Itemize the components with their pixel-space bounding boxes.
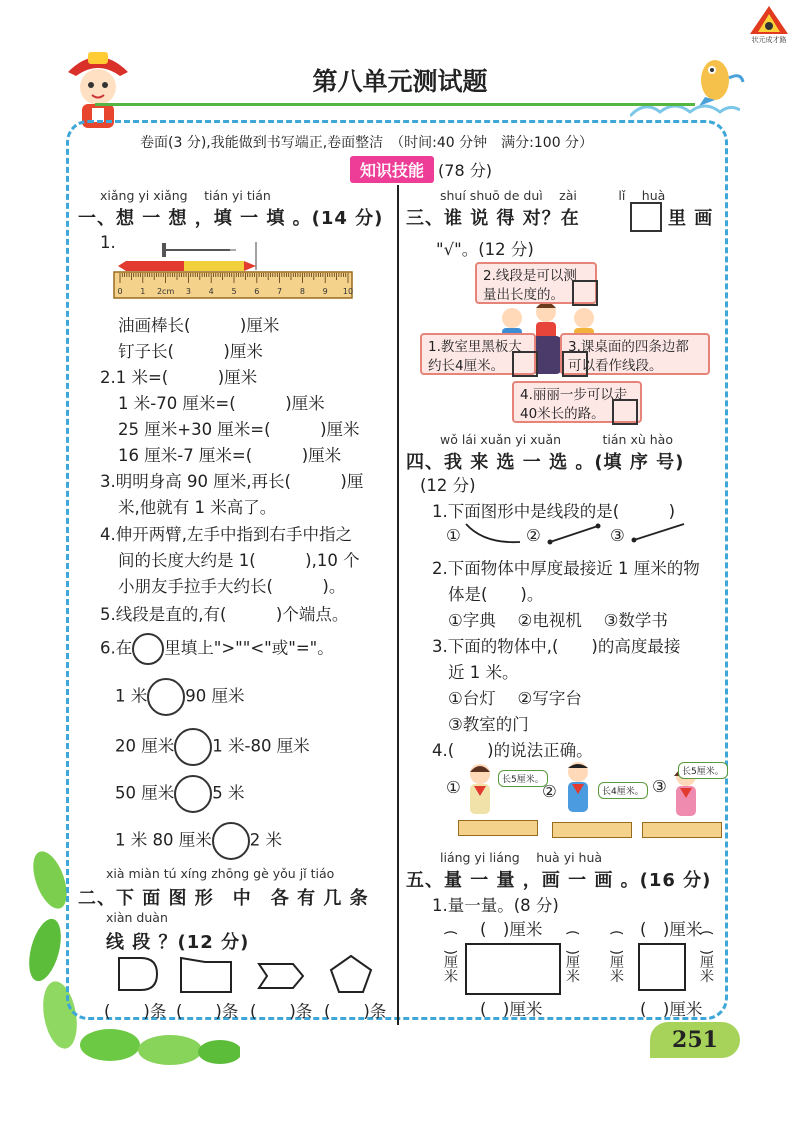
square-left-label: ( )厘米 bbox=[608, 930, 624, 983]
compare-left: 1 米 80 厘米 bbox=[115, 830, 212, 850]
s4-q2-line2: 体是( )。 bbox=[448, 585, 544, 604]
s4-q1-opt2: ② bbox=[526, 526, 541, 545]
statement-text: 2.线段是可以测量出长度的。 bbox=[483, 268, 577, 303]
section4-score: (12 分) bbox=[420, 476, 476, 495]
square-top-label: ( )厘米 bbox=[640, 920, 703, 939]
q2-b: 25 厘米+30 厘米=( )厘米 bbox=[118, 420, 360, 439]
s4-q3-line2: 近 1 米。 bbox=[448, 663, 519, 682]
compare-circle[interactable] bbox=[212, 822, 250, 860]
rect-left-label: ( )厘米 bbox=[442, 930, 458, 983]
square-bottom-label: ( )厘米 bbox=[640, 1000, 703, 1019]
skill-badge: 知识技能 bbox=[350, 156, 434, 183]
shapes-figure bbox=[105, 952, 385, 1000]
statement-text: 4.丽丽一步可以走40米长的路。 bbox=[520, 387, 628, 422]
compare-circle[interactable] bbox=[174, 728, 212, 766]
statement-3-box[interactable] bbox=[562, 351, 588, 377]
kid-3-ruler bbox=[642, 822, 722, 838]
section5-pinyin: liáng yi liáng huà yi huà bbox=[440, 850, 603, 865]
q1-number: 1. bbox=[100, 233, 116, 252]
ruler-label: 1 bbox=[140, 287, 146, 296]
kid-1-number: ① bbox=[446, 778, 461, 797]
section5-title: 五、量 一 量 ，画 一 画 。(16 分) bbox=[406, 870, 712, 891]
segment-figure bbox=[546, 520, 606, 546]
statement-4-box[interactable] bbox=[612, 399, 638, 425]
ruler-label: 10 bbox=[342, 287, 354, 296]
compare-right: 2 米 bbox=[249, 830, 282, 850]
s4-q3-options1: ①台灯 ②写字台 bbox=[448, 689, 582, 708]
compare-row-4 bbox=[115, 822, 282, 860]
s4-q1-opt3: ③ bbox=[610, 526, 625, 545]
section3-pinyin: shuí shuō de duì zài lǐ huà bbox=[440, 188, 666, 203]
q2-a: 1 米-70 厘米=( )厘米 bbox=[118, 394, 325, 413]
ruler-label: 9 bbox=[322, 287, 328, 296]
svg-text:状元成才路: 状元成才路 bbox=[751, 36, 787, 44]
skill-score: (78 分) bbox=[438, 161, 492, 180]
wave-decoration bbox=[630, 96, 740, 120]
statement-text: 3.课桌面的四条边都可以看作线段。 bbox=[568, 339, 689, 374]
q6-instruction bbox=[100, 633, 334, 665]
header-rule bbox=[95, 103, 695, 106]
q4-line1: 4.伸开两臂,左手中指到右手中指之 bbox=[100, 525, 352, 544]
ruler-label: 3 bbox=[185, 287, 191, 296]
shape-answer-4: ( )条 bbox=[324, 1002, 387, 1021]
q6-pre: 6.在 bbox=[100, 638, 133, 658]
measure-rectangle bbox=[465, 943, 561, 995]
kid-1-illustration bbox=[462, 762, 498, 820]
compare-left: 1 米 bbox=[115, 686, 148, 706]
s4-q2-line1: 2.下面物体中厚度最接近 1 厘米的物 bbox=[432, 559, 700, 578]
shape-answer-1: ( )条 bbox=[104, 1002, 167, 1021]
kid-2-bubble: 长4厘米。 bbox=[598, 782, 648, 799]
section1-title: 一、想 一 想 ，填 一 填 。(14 分) bbox=[78, 208, 384, 229]
compare-circle[interactable] bbox=[174, 775, 212, 813]
shape-answer-3: ( )条 bbox=[250, 1002, 313, 1021]
curve-figure bbox=[464, 520, 524, 546]
q4-line2: 间的长度大约是 1( ),10 个 bbox=[118, 551, 360, 570]
arrow-shape bbox=[259, 964, 303, 988]
ruler-label: 2cm bbox=[156, 287, 175, 296]
ruler-label: 4 bbox=[208, 287, 214, 296]
compare-circle-example bbox=[132, 633, 164, 665]
kid-1-bubble: 长5厘米。 bbox=[498, 770, 548, 787]
q4-line3: 小朋友手拉手大约长( )。 bbox=[118, 577, 346, 596]
kid-2-illustration bbox=[560, 760, 596, 818]
compare-left: 50 厘米 bbox=[115, 783, 175, 803]
skill-heading bbox=[350, 156, 492, 183]
kid-1-ruler bbox=[458, 820, 538, 836]
q3-line1: 3.明明身高 90 厘米,再长( )厘 bbox=[100, 472, 364, 491]
section2-title2: 线 段 ？(12 分) bbox=[106, 932, 250, 953]
q6-post: 里填上">""<"或"="。 bbox=[164, 638, 334, 658]
q3-line2: 米,他就有 1 米高了。 bbox=[118, 498, 277, 517]
kid-2-ruler bbox=[552, 822, 632, 838]
rect-bottom-label: ( )厘米 bbox=[480, 1000, 543, 1019]
ruler-figure bbox=[112, 240, 357, 302]
s4-q3-line1: 3.下面的物体中,( )的高度最接 bbox=[432, 637, 681, 656]
section2-pinyin1: xià miàn tú xíng zhōng gè yǒu jǐ tiáo bbox=[106, 866, 335, 881]
compare-row-2 bbox=[115, 728, 310, 766]
square-right-label: ( )厘米 bbox=[698, 930, 714, 983]
s4-q1-opt1: ① bbox=[446, 526, 461, 545]
ruler-label: 8 bbox=[299, 287, 305, 296]
section4-title: 四、我 来 选 一 选 。(填 序 号) bbox=[406, 452, 685, 473]
statement-text: 1.教室里黑板大约长4厘米。 bbox=[428, 339, 522, 374]
d-shape bbox=[119, 958, 157, 990]
q1-crayon: 油画棒长( )厘米 bbox=[118, 316, 280, 335]
ray-figure bbox=[628, 520, 688, 546]
page-title: 第八单元测试题 bbox=[312, 67, 488, 96]
statement-1-box[interactable] bbox=[512, 351, 538, 377]
q5: 5.线段是直的,有( )个端点。 bbox=[100, 605, 349, 624]
section3-title-b: 里 画 bbox=[668, 208, 714, 229]
compare-row-1 bbox=[115, 678, 245, 716]
page-number: 251 bbox=[650, 1022, 740, 1058]
ruler-label: 7 bbox=[277, 287, 283, 296]
exam-info: 卷面(3 分),我能做到书写端正,卷面整洁 （时间:40 分钟 满分:100 分） bbox=[140, 135, 594, 151]
section2-pinyin2: xiàn duàn bbox=[106, 910, 168, 925]
s5-q1: 1.量一量。(8 分) bbox=[432, 896, 559, 915]
kid-2-number: ② bbox=[542, 782, 557, 801]
s4-q2-options: ①字典 ②电视机 ③数学书 bbox=[448, 611, 668, 630]
rect-top-label: ( )厘米 bbox=[480, 920, 543, 939]
ruler-label: 6 bbox=[254, 287, 260, 296]
compare-row-3 bbox=[115, 775, 245, 813]
section4-pinyin: wǒ lái xuǎn yi xuǎn tián xù hào bbox=[440, 432, 673, 447]
compare-circle[interactable] bbox=[147, 678, 185, 716]
kid-3-bubble: 长5厘米。 bbox=[678, 762, 728, 779]
s4-q4: 4.( )的说法正确。 bbox=[432, 741, 593, 760]
s4-q3-options2: ③教室的门 bbox=[448, 715, 529, 734]
ruler-label: 5 bbox=[231, 287, 237, 296]
q2-head: 2.1 米=( )厘米 bbox=[100, 368, 258, 387]
measure-square bbox=[638, 943, 686, 991]
q1-nail: 钉子长( )厘米 bbox=[118, 342, 263, 361]
shape-answer-2: ( )条 bbox=[176, 1002, 239, 1021]
pentagon-shape bbox=[331, 956, 371, 992]
compare-right: 90 厘米 bbox=[185, 686, 245, 706]
section3-title-a: 三、谁 说 得 对？在 bbox=[406, 208, 580, 229]
section2-title1: 二、下 面 图 形 中 各 有 几 条 bbox=[78, 888, 369, 909]
kid-3-number: ③ bbox=[652, 777, 667, 796]
section1-pinyin: xiǎng yi xiǎng tián yi tián bbox=[100, 188, 271, 203]
column-divider bbox=[397, 185, 399, 1025]
statement-2-box[interactable] bbox=[572, 280, 598, 306]
s4-q1: 1.下面图形中是线段的是( ) bbox=[432, 502, 676, 521]
q2-c: 16 厘米-7 厘米=( )厘米 bbox=[118, 446, 342, 465]
compare-right: 1 米-80 厘米 bbox=[212, 736, 310, 756]
compare-right: 5 米 bbox=[212, 783, 245, 803]
rect-right-label: ( )厘米 bbox=[564, 930, 580, 983]
publisher-logo bbox=[744, 4, 794, 44]
ruler-label: 0 bbox=[117, 287, 123, 296]
compare-left: 20 厘米 bbox=[115, 736, 175, 756]
answer-box-sample bbox=[630, 202, 662, 232]
trapezoid-shape bbox=[181, 958, 231, 992]
section3-title-c: "√"。(12 分) bbox=[436, 240, 534, 259]
